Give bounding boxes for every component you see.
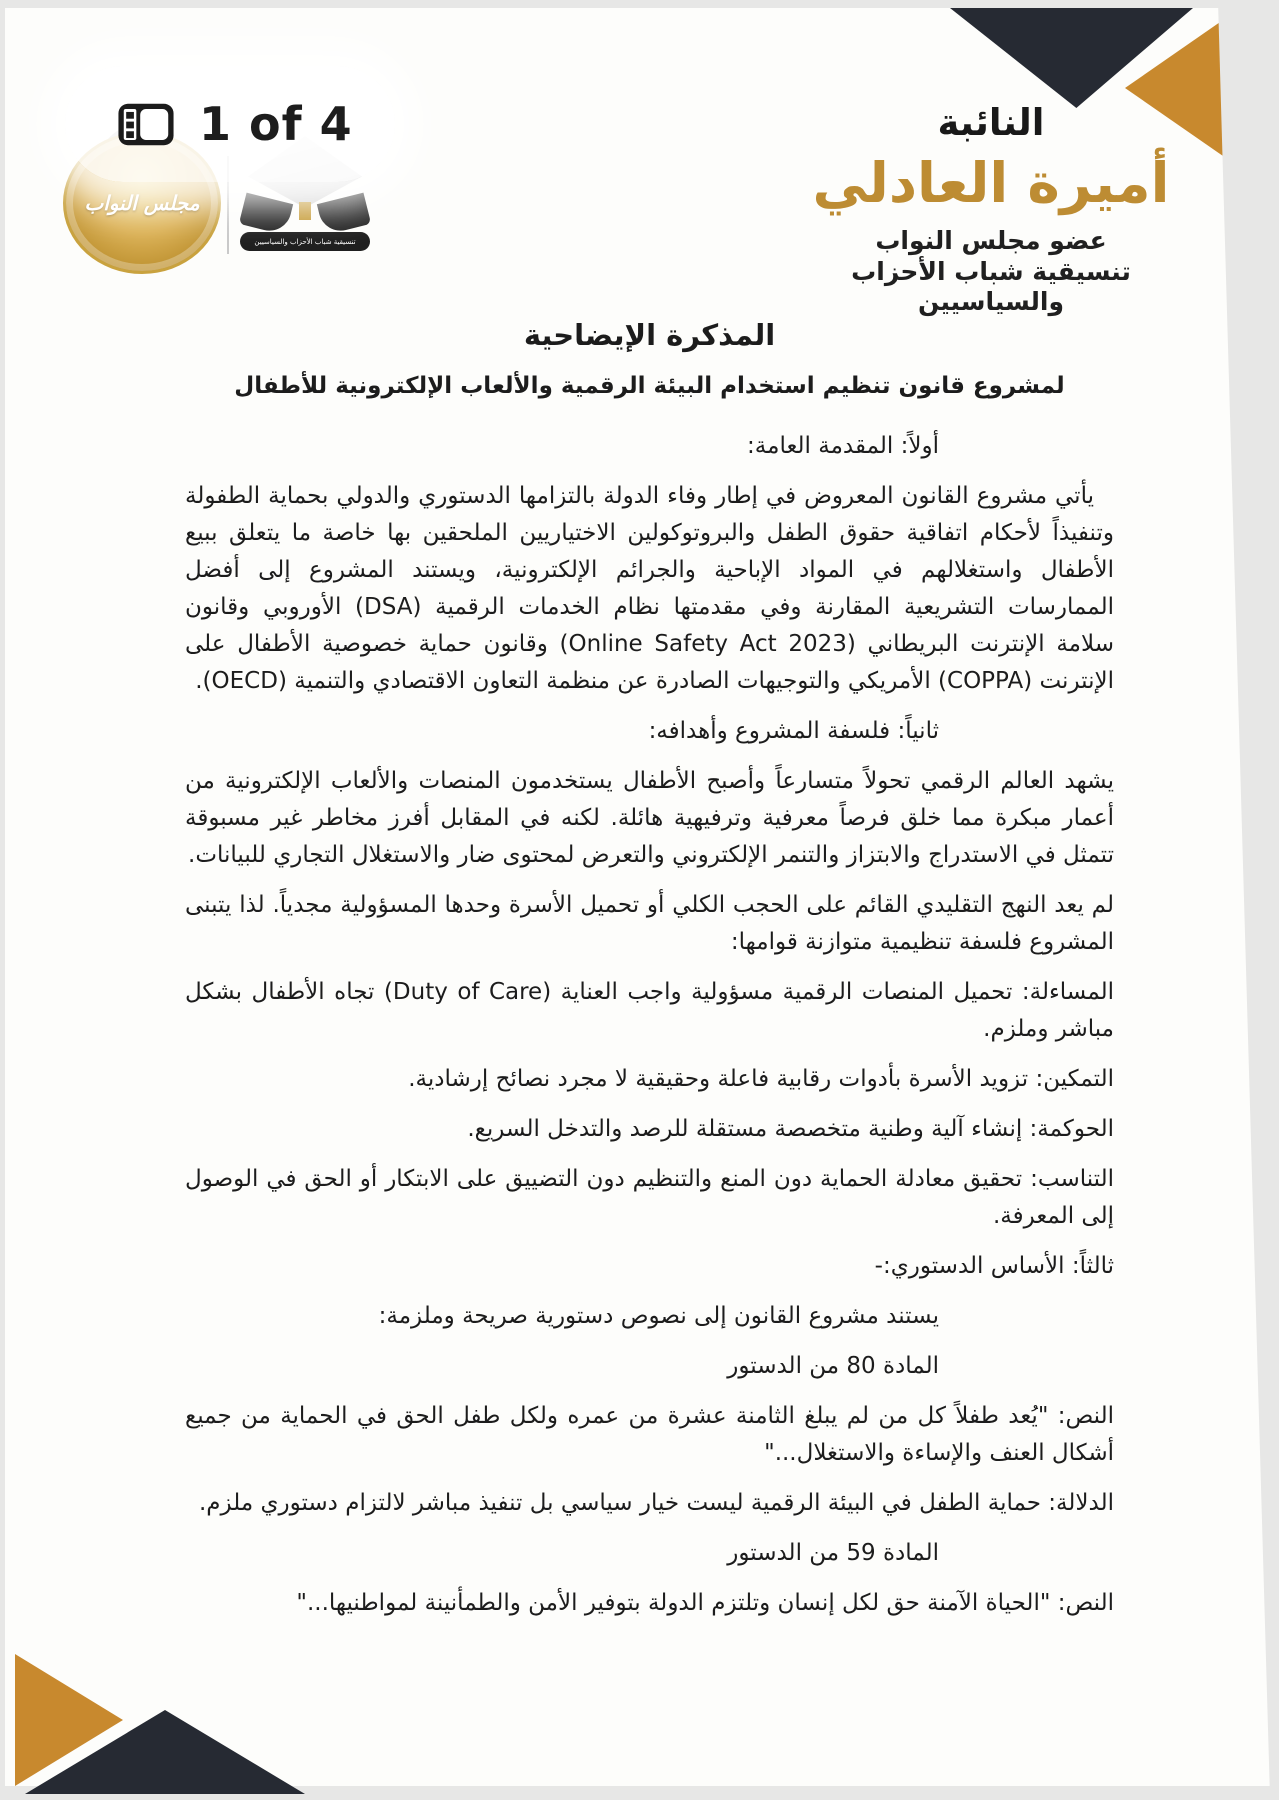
section-heading-third: ثالثاً: الأساس الدستوري:- xyxy=(874,1253,1114,1279)
hand-left-icon xyxy=(239,193,293,236)
document-page xyxy=(5,8,1274,1786)
document-body xyxy=(185,314,1114,1635)
paragraph-introduction: يأتي مشروع القانون المعروض في إطار وفاء الدولة بالتزامها الدستوري والدولي بحماية الطفولة وتنفيذاً لأحكام اتفاقية حقوق الطفل والبروتوكولين الاختياريين الملحقين بها خاصة ما يتعلق ببيع الأطفال واستغلالهم في المواد الإباحية والجرائم الإلكترونية، ويستند المشروع إلى أفضل الممارسات التشريعية المقارنة وفي مقدمتها نظام الخدمات الرقمية (DSA) الأوروبي وقانون سلامة الإنترنت البريطاني (Online Safety Act 2023) وقانون حماية خصوصية الأطفال على الإنترنت (COPPA) الأمريكي والتوجيهات الصادرة عن منظمة التعاون الاقتصادي والتنمية (OECD). xyxy=(185,483,1114,694)
parliament-seal-text: مجلس النواب xyxy=(84,191,200,215)
letterhead-role-line1: عضو مجلس النواب xyxy=(875,226,1107,255)
paragraph-article-59-text: النص: "الحياة الآمنة حق لكل إنسان وتلتزم الدولة بتوفير الأمن والطمأنينة لمواطنيها..." xyxy=(296,1590,1114,1616)
paragraph-article-80-text: النص: "يُعد طفلاً كل من لم يبلغ الثامنة عشرة من عمره ولكل طفل الحق في الحماية من جميع أشكال العنف والإساءة والاستغلال..." xyxy=(185,1403,1114,1466)
letterhead-role-line2: تنسيقية شباب الأحزاب والسياسيين xyxy=(851,257,1131,316)
paragraph-accountability: المساءلة: تحميل المنصات الرقمية مسؤولية واجب العناية (Duty of Care) تجاه الأطفال بشكل مباشر وملزم. xyxy=(185,979,1115,1042)
paragraph-article-80-significance: الدلالة: حماية الطفل في البيئة الرقمية ليست خيار سياسي بل تنفيذ مباشر لالتزام دستوري ملزم. xyxy=(198,1490,1114,1516)
letterhead-title-prefix: النائبة xyxy=(937,101,1045,144)
coordination-banner xyxy=(240,232,370,251)
pages-icon xyxy=(117,102,175,147)
paragraph-traditional-approach: لم يعد النهج التقليدي القائم على الحجب الكلي أو تحميل الأسرة وحدها المسؤولية مجدياً. لذا يتبنى المشروع فلسفة تنظيمية متوازنة قوامها: xyxy=(185,892,1114,955)
eagle-emblem-icon xyxy=(299,202,311,220)
paragraph-article-59-title: المادة 59 من الدستور xyxy=(727,1540,939,1566)
letterhead-name: أميرة العادلي xyxy=(812,151,1170,215)
section-heading-first: أولاً: المقدمة العامة: xyxy=(747,433,939,459)
paragraph-constitutional-basis: يستند مشروع القانون إلى نصوص دستورية صريحة وملزمة: xyxy=(378,1303,939,1329)
section-heading-second: ثانياً: فلسفة المشروع وأهدافه: xyxy=(648,718,939,744)
document-subtitle: لمشروع قانون تنظيم استخدام البيئة الرقمية والألعاب الإلكترونية للأطفال xyxy=(234,373,1065,399)
coordination-banner-text: تنسيقية شباب الأحزاب والسياسيين xyxy=(254,237,356,246)
document-title: المذكرة الإيضاحية xyxy=(523,318,776,352)
paragraph-article-80-title: المادة 80 من الدستور xyxy=(727,1353,939,1379)
paragraph-proportionality: التناسب: تحقيق معادلة الحماية دون المنع والتنظيم دون التضييق على الابتكار أو الحق في الوصول إلى المعرفة. xyxy=(185,1166,1114,1229)
paragraph-governance: الحوكمة: إنشاء آلية وطنية متخصصة مستقلة للرصد والتدخل السريع. xyxy=(467,1116,1114,1142)
paragraph-digital-world: يشهد العالم الرقمي تحولاً متسارعاً وأصبح الأطفال يستخدمون المنصات والألعاب الإلكترونية من أعمار مبكرة مما خلق فرصاً معرفية وترفيهية هائلة. لكنه في المقابل أفرز مخاطر غير مسبوقة تتمثل في الاستدراج والابتزاز والتنمر الإلكتروني والتعرض لمحتوى ضار والاستغلال التجاري للبيانات. xyxy=(185,768,1114,868)
page-edge-shadow xyxy=(1212,8,1274,1786)
paragraph-empowerment: التمكين: تزويد الأسرة بأدوات رقابية فاعلة وحقيقية لا مجرد نصائح إرشادية. xyxy=(408,1066,1114,1092)
hand-right-icon xyxy=(317,193,371,236)
page-indicator xyxy=(65,66,395,182)
letterhead xyxy=(776,100,1206,317)
page-indicator-label: 1 of 4 xyxy=(199,97,353,151)
